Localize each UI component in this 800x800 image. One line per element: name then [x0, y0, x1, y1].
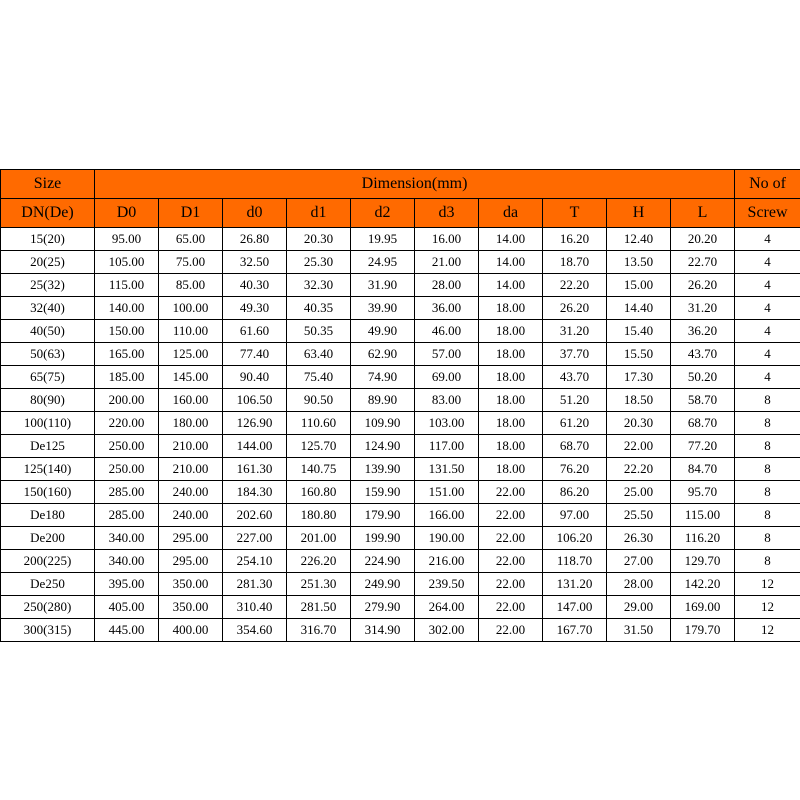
dimension-cell: 147.00: [543, 596, 607, 619]
dimension-cell: 43.70: [543, 366, 607, 389]
dimension-cell: 151.00: [415, 481, 479, 504]
dimension-cell: 22.00: [479, 550, 543, 573]
column-header: D0: [95, 199, 159, 228]
dimension-cell: 131.50: [415, 458, 479, 481]
dimension-cell: 24.95: [351, 251, 415, 274]
screw-count-cell: 4: [735, 274, 800, 297]
dimension-cell: 14.00: [479, 228, 543, 251]
dimension-cell: 240.00: [159, 481, 223, 504]
dimension-cell: 50.35: [287, 320, 351, 343]
flange-dimension-table: [0, 169, 800, 642]
dimension-cell: 37.70: [543, 343, 607, 366]
dimension-cell: 65.00: [159, 228, 223, 251]
column-header: da: [479, 199, 543, 228]
dimension-cell: 281.30: [223, 573, 287, 596]
screw-count-cell: 12: [735, 596, 800, 619]
dimension-cell: 224.90: [351, 550, 415, 573]
screw-count-cell: 8: [735, 412, 800, 435]
size-cell: 65(75): [1, 366, 95, 389]
dimension-cell: 26.80: [223, 228, 287, 251]
dimension-cell: 14.40: [607, 297, 671, 320]
dimension-cell: 285.00: [95, 481, 159, 504]
dimension-cell: 116.20: [671, 527, 735, 550]
dimension-cell: 26.30: [607, 527, 671, 550]
dimension-cell: 18.00: [479, 297, 543, 320]
dimension-cell: 43.70: [671, 343, 735, 366]
dimension-cell: 210.00: [159, 458, 223, 481]
dimension-cell: 239.50: [415, 573, 479, 596]
dimension-cell: 254.10: [223, 550, 287, 573]
dimension-cell: 77.40: [223, 343, 287, 366]
dimension-cell: 106.50: [223, 389, 287, 412]
dimension-cell: 144.00: [223, 435, 287, 458]
dimension-cell: 179.70: [671, 619, 735, 642]
dimension-cell: 36.20: [671, 320, 735, 343]
dimension-cell: 18.00: [479, 458, 543, 481]
dimension-cell: 124.90: [351, 435, 415, 458]
dimension-cell: 50.20: [671, 366, 735, 389]
dimension-cell: 26.20: [543, 297, 607, 320]
table-row: [1, 504, 800, 527]
dimension-cell: 68.70: [543, 435, 607, 458]
dimension-cell: 240.00: [159, 504, 223, 527]
dimension-cell: 22.20: [543, 274, 607, 297]
dimension-cell: 106.20: [543, 527, 607, 550]
dimension-cell: 180.00: [159, 412, 223, 435]
dimension-header: Dimension(mm): [95, 170, 735, 199]
dimension-cell: 109.90: [351, 412, 415, 435]
dimension-cell: 140.00: [95, 297, 159, 320]
screw-subheader: Screw: [735, 199, 800, 228]
screw-count-cell: 4: [735, 228, 800, 251]
dimension-cell: 62.90: [351, 343, 415, 366]
dimension-cell: 167.70: [543, 619, 607, 642]
dimension-cell: 31.50: [607, 619, 671, 642]
dimension-cell: 264.00: [415, 596, 479, 619]
dimension-cell: 57.00: [415, 343, 479, 366]
dimension-cell: 69.00: [415, 366, 479, 389]
table-row: [1, 251, 800, 274]
dimension-cell: 15.40: [607, 320, 671, 343]
dimension-cell: 85.00: [159, 274, 223, 297]
table-row: [1, 573, 800, 596]
table-row: [1, 389, 800, 412]
size-cell: De125: [1, 435, 95, 458]
size-cell: 50(63): [1, 343, 95, 366]
dimension-cell: 129.70: [671, 550, 735, 573]
table-header: [1, 170, 800, 228]
dimension-cell: 18.70: [543, 251, 607, 274]
dimension-cell: 22.00: [479, 619, 543, 642]
dimension-cell: 16.20: [543, 228, 607, 251]
dimension-cell: 110.60: [287, 412, 351, 435]
dimension-cell: 340.00: [95, 550, 159, 573]
dimension-cell: 18.50: [607, 389, 671, 412]
dimension-cell: 32.30: [287, 274, 351, 297]
column-header: H: [607, 199, 671, 228]
dimension-cell: 49.30: [223, 297, 287, 320]
dimension-cell: 21.00: [415, 251, 479, 274]
screw-count-cell: 4: [735, 343, 800, 366]
dimension-cell: 150.00: [95, 320, 159, 343]
dimension-cell: 61.20: [543, 412, 607, 435]
dimension-cell: 126.90: [223, 412, 287, 435]
table-row: [1, 527, 800, 550]
dimension-cell: 84.70: [671, 458, 735, 481]
dimension-cell: 165.00: [95, 343, 159, 366]
dimension-cell: 89.90: [351, 389, 415, 412]
dimension-cell: 18.00: [479, 320, 543, 343]
screw-count-cell: 8: [735, 435, 800, 458]
dimension-cell: 216.00: [415, 550, 479, 573]
dimension-cell: 184.30: [223, 481, 287, 504]
dimension-cell: 13.50: [607, 251, 671, 274]
dimension-cell: 40.30: [223, 274, 287, 297]
dimension-cell: 27.00: [607, 550, 671, 573]
table-row: [1, 458, 800, 481]
dimension-cell: 115.00: [671, 504, 735, 527]
table-row: [1, 320, 800, 343]
dimension-cell: 316.70: [287, 619, 351, 642]
dimension-cell: 295.00: [159, 527, 223, 550]
screw-count-cell: 8: [735, 504, 800, 527]
dimension-cell: 39.90: [351, 297, 415, 320]
dimension-cell: 445.00: [95, 619, 159, 642]
dimension-cell: 190.00: [415, 527, 479, 550]
screw-count-cell: 4: [735, 366, 800, 389]
dimension-cell: 49.90: [351, 320, 415, 343]
table-row: [1, 619, 800, 642]
dimension-cell: 22.00: [479, 596, 543, 619]
dimension-cell: 28.00: [415, 274, 479, 297]
dimension-cell: 314.90: [351, 619, 415, 642]
size-cell: De250: [1, 573, 95, 596]
dimension-cell: 12.40: [607, 228, 671, 251]
dimension-cell: 63.40: [287, 343, 351, 366]
screw-count-cell: 8: [735, 527, 800, 550]
size-cell: 200(225): [1, 550, 95, 573]
dimension-cell: 161.30: [223, 458, 287, 481]
size-cell: 25(32): [1, 274, 95, 297]
dimension-cell: 139.90: [351, 458, 415, 481]
table-row: [1, 481, 800, 504]
dimension-cell: 279.90: [351, 596, 415, 619]
dimension-cell: 395.00: [95, 573, 159, 596]
screw-count-cell: 4: [735, 297, 800, 320]
dimension-cell: 250.00: [95, 435, 159, 458]
dimension-cell: 15.50: [607, 343, 671, 366]
screw-count-cell: 8: [735, 458, 800, 481]
table-row: [1, 274, 800, 297]
dimension-cell: 86.20: [543, 481, 607, 504]
dimension-cell: 281.50: [287, 596, 351, 619]
dimension-cell: 31.20: [671, 297, 735, 320]
dimension-cell: 103.00: [415, 412, 479, 435]
size-cell: 150(160): [1, 481, 95, 504]
dimension-cell: 77.20: [671, 435, 735, 458]
dimension-cell: 350.00: [159, 573, 223, 596]
dimension-cell: 25.50: [607, 504, 671, 527]
dimension-cell: 22.00: [479, 573, 543, 596]
dimension-cell: 68.70: [671, 412, 735, 435]
dimension-cell: 22.20: [607, 458, 671, 481]
dimension-cell: 350.00: [159, 596, 223, 619]
dimension-cell: 20.20: [671, 228, 735, 251]
table-row: [1, 366, 800, 389]
table-row: [1, 412, 800, 435]
dimension-cell: 110.00: [159, 320, 223, 343]
dimension-cell: 18.00: [479, 389, 543, 412]
dimension-cell: 36.00: [415, 297, 479, 320]
dimension-cell: 125.70: [287, 435, 351, 458]
dimension-cell: 16.00: [415, 228, 479, 251]
size-cell: De180: [1, 504, 95, 527]
dimension-cell: 74.90: [351, 366, 415, 389]
screw-count-cell: 8: [735, 389, 800, 412]
size-cell: 125(140): [1, 458, 95, 481]
dimension-cell: 25.30: [287, 251, 351, 274]
column-header: L: [671, 199, 735, 228]
dimension-cell: 17.30: [607, 366, 671, 389]
screw-count-cell: 8: [735, 481, 800, 504]
dimension-cell: 20.30: [607, 412, 671, 435]
dimension-cell: 117.00: [415, 435, 479, 458]
dimension-cell: 295.00: [159, 550, 223, 573]
dimension-cell: 22.70: [671, 251, 735, 274]
dimension-cell: 15.00: [607, 274, 671, 297]
dimension-cell: 405.00: [95, 596, 159, 619]
dimension-cell: 28.00: [607, 573, 671, 596]
dimension-cell: 200.00: [95, 389, 159, 412]
dimension-cell: 19.95: [351, 228, 415, 251]
size-subheader: DN(De): [1, 199, 95, 228]
size-cell: 32(40): [1, 297, 95, 320]
dimension-cell: 145.00: [159, 366, 223, 389]
dimension-cell: 75.00: [159, 251, 223, 274]
dimension-cell: 285.00: [95, 504, 159, 527]
dimension-cell: 340.00: [95, 527, 159, 550]
dimension-cell: 140.75: [287, 458, 351, 481]
dimension-cell: 105.00: [95, 251, 159, 274]
dimension-cell: 32.50: [223, 251, 287, 274]
dimension-cell: 22.00: [607, 435, 671, 458]
column-header: d3: [415, 199, 479, 228]
screw-count-cell: 12: [735, 573, 800, 596]
size-cell: 15(20): [1, 228, 95, 251]
dimension-cell: 61.60: [223, 320, 287, 343]
dimension-cell: 22.00: [479, 481, 543, 504]
dimension-cell: 202.60: [223, 504, 287, 527]
screw-count-cell: 4: [735, 251, 800, 274]
dimension-cell: 115.00: [95, 274, 159, 297]
dimension-cell: 58.70: [671, 389, 735, 412]
dimension-cell: 125.00: [159, 343, 223, 366]
size-cell: 20(25): [1, 251, 95, 274]
dimension-cell: 29.00: [607, 596, 671, 619]
dimension-cell: 25.00: [607, 481, 671, 504]
dimension-cell: 18.00: [479, 412, 543, 435]
dimension-cell: 302.00: [415, 619, 479, 642]
dimension-cell: 179.90: [351, 504, 415, 527]
dimension-cell: 201.00: [287, 527, 351, 550]
table-row: [1, 550, 800, 573]
dimension-cell: 226.20: [287, 550, 351, 573]
size-cell: 300(315): [1, 619, 95, 642]
screw-header: No of: [735, 170, 800, 199]
size-header: Size: [1, 170, 95, 199]
dimension-cell: 210.00: [159, 435, 223, 458]
column-header: T: [543, 199, 607, 228]
table-row: [1, 596, 800, 619]
dimension-cell: 51.20: [543, 389, 607, 412]
dimension-cell: 18.00: [479, 343, 543, 366]
dimension-cell: 26.20: [671, 274, 735, 297]
screw-count-cell: 8: [735, 550, 800, 573]
dimension-table-sheet: [0, 169, 800, 642]
dimension-cell: 142.20: [671, 573, 735, 596]
dimension-cell: 22.00: [479, 504, 543, 527]
dimension-cell: 166.00: [415, 504, 479, 527]
dimension-cell: 31.20: [543, 320, 607, 343]
dimension-cell: 310.40: [223, 596, 287, 619]
column-header: d0: [223, 199, 287, 228]
dimension-cell: 250.00: [95, 458, 159, 481]
dimension-cell: 169.00: [671, 596, 735, 619]
dimension-cell: 220.00: [95, 412, 159, 435]
dimension-cell: 354.60: [223, 619, 287, 642]
table-body: [1, 228, 800, 642]
dimension-cell: 118.70: [543, 550, 607, 573]
table-row: [1, 435, 800, 458]
dimension-cell: 199.90: [351, 527, 415, 550]
dimension-cell: 76.20: [543, 458, 607, 481]
dimension-cell: 14.00: [479, 274, 543, 297]
dimension-cell: 251.30: [287, 573, 351, 596]
dimension-cell: 90.40: [223, 366, 287, 389]
table-row: [1, 228, 800, 251]
size-cell: 80(90): [1, 389, 95, 412]
dimension-cell: 97.00: [543, 504, 607, 527]
dimension-cell: 160.00: [159, 389, 223, 412]
dimension-cell: 159.90: [351, 481, 415, 504]
column-header: d2: [351, 199, 415, 228]
dimension-cell: 22.00: [479, 527, 543, 550]
size-cell: 100(110): [1, 412, 95, 435]
dimension-cell: 95.00: [95, 228, 159, 251]
dimension-cell: 46.00: [415, 320, 479, 343]
dimension-cell: 83.00: [415, 389, 479, 412]
dimension-cell: 185.00: [95, 366, 159, 389]
dimension-cell: 20.30: [287, 228, 351, 251]
column-header: D1: [159, 199, 223, 228]
dimension-cell: 95.70: [671, 481, 735, 504]
dimension-cell: 18.00: [479, 366, 543, 389]
dimension-cell: 227.00: [223, 527, 287, 550]
size-cell: 250(280): [1, 596, 95, 619]
dimension-cell: 160.80: [287, 481, 351, 504]
screw-count-cell: 4: [735, 320, 800, 343]
column-header: d1: [287, 199, 351, 228]
screw-count-cell: 12: [735, 619, 800, 642]
dimension-cell: 31.90: [351, 274, 415, 297]
dimension-cell: 249.90: [351, 573, 415, 596]
dimension-cell: 75.40: [287, 366, 351, 389]
table-row: [1, 297, 800, 320]
dimension-cell: 100.00: [159, 297, 223, 320]
dimension-cell: 180.80: [287, 504, 351, 527]
dimension-cell: 131.20: [543, 573, 607, 596]
dimension-cell: 400.00: [159, 619, 223, 642]
dimension-cell: 90.50: [287, 389, 351, 412]
dimension-cell: 40.35: [287, 297, 351, 320]
dimension-cell: 18.00: [479, 435, 543, 458]
size-cell: 40(50): [1, 320, 95, 343]
size-cell: De200: [1, 527, 95, 550]
table-row: [1, 343, 800, 366]
dimension-cell: 14.00: [479, 251, 543, 274]
